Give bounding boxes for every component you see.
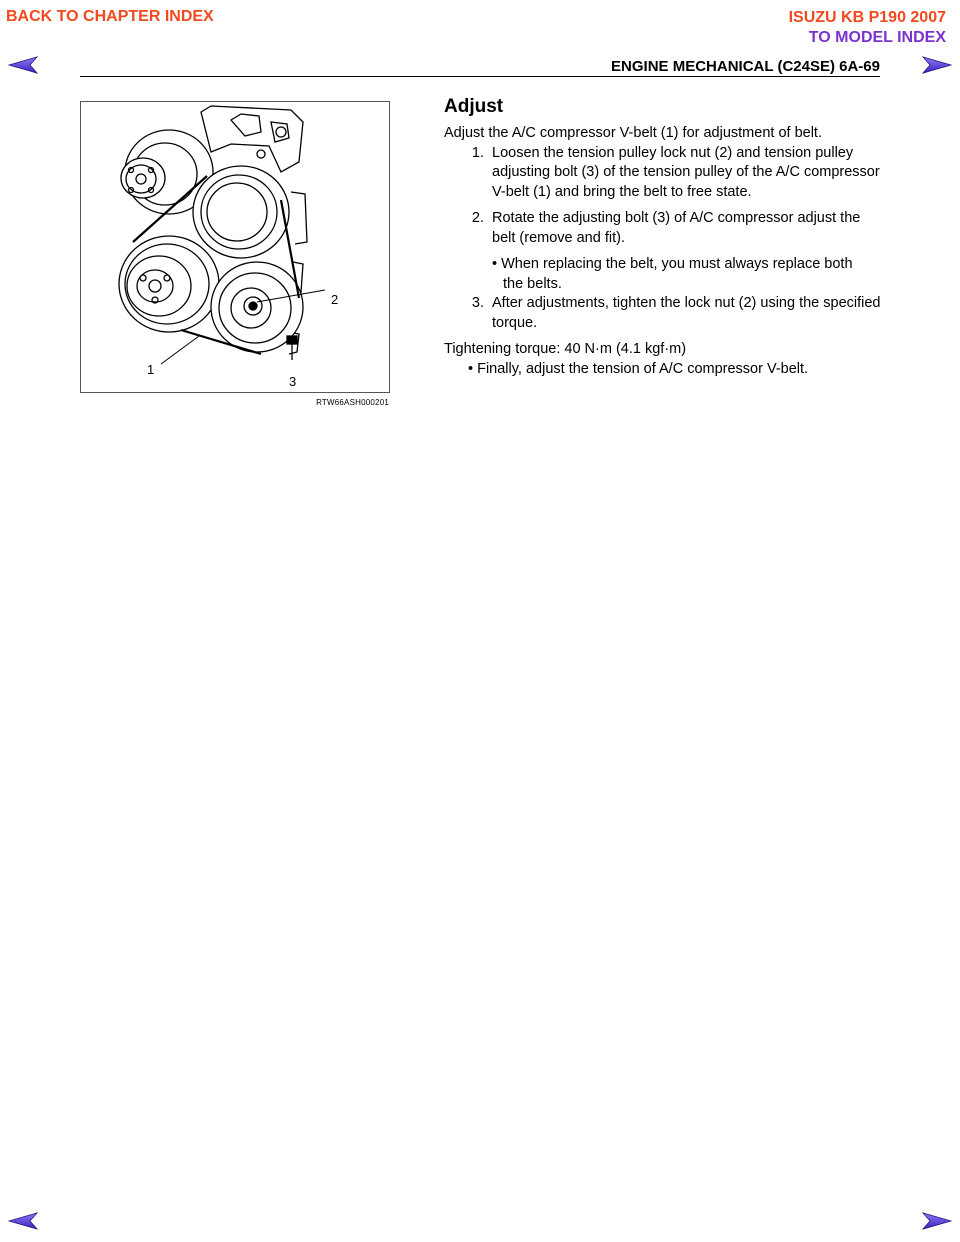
final-bullet: • Finally, adjust the tension of A/C compressor V-belt.: [468, 360, 809, 377]
next-page-arrow-icon[interactable]: [922, 1212, 952, 1230]
tightening-torque: Tightening torque: 40 N·m (4.1 kgf·m): [444, 341, 687, 357]
callout-2: 2: [331, 292, 339, 307]
page-header-title: ENGINE MECHANICAL (C24SE) 6A-69: [611, 58, 880, 75]
callout-1: 1: [147, 362, 155, 377]
to-model-index-link[interactable]: TO MODEL INDEX: [808, 29, 946, 46]
step-number: 1.: [471, 144, 484, 161]
step-number: 2.: [471, 210, 484, 226]
prev-page-arrow-icon[interactable]: [8, 1212, 38, 1230]
step-item: [444, 294, 884, 333]
model-title-link[interactable]: ISUZU KB P190 2007: [788, 9, 946, 26]
step-text: Loosen the tension pulley lock nut (2) and tension pulley adjusting bolt (3) of the tension pulley of the A/C compressor V-belt (1) and bring the belt to free state.: [492, 144, 880, 200]
step-text: Rotate the adjusting bolt (3) of A/C compressor adjust the belt (remove and fit).: [492, 210, 861, 246]
model-index-links: [789, 8, 946, 48]
step-number: 3.: [471, 295, 484, 311]
header-rule: [80, 76, 880, 77]
step-item: [444, 144, 884, 203]
back-to-chapter-index-link[interactable]: BACK TO CHAPTER INDEX: [6, 8, 214, 25]
belt-diagram-illustration: [81, 102, 389, 392]
step-text: After adjustments, tighten the lock nut (2) using the specified torque.: [492, 295, 881, 331]
next-page-arrow-icon[interactable]: [922, 56, 952, 74]
procedure-content: [444, 124, 884, 379]
intro-text: Adjust the A/C compressor V-belt (1) for adjustment of belt.: [444, 125, 822, 141]
callout-3: 3: [289, 374, 297, 389]
note-bullet-continuation: the belts.: [503, 275, 562, 292]
section-title: Adjust: [444, 96, 504, 117]
figure-caption: RTW66ASH000201: [316, 398, 389, 407]
prev-page-arrow-icon[interactable]: [8, 56, 38, 74]
step-item: [444, 209, 884, 248]
note-bullet: • When replacing the belt, you must always replace both: [492, 256, 853, 272]
belt-diagram-figure: [80, 101, 390, 393]
